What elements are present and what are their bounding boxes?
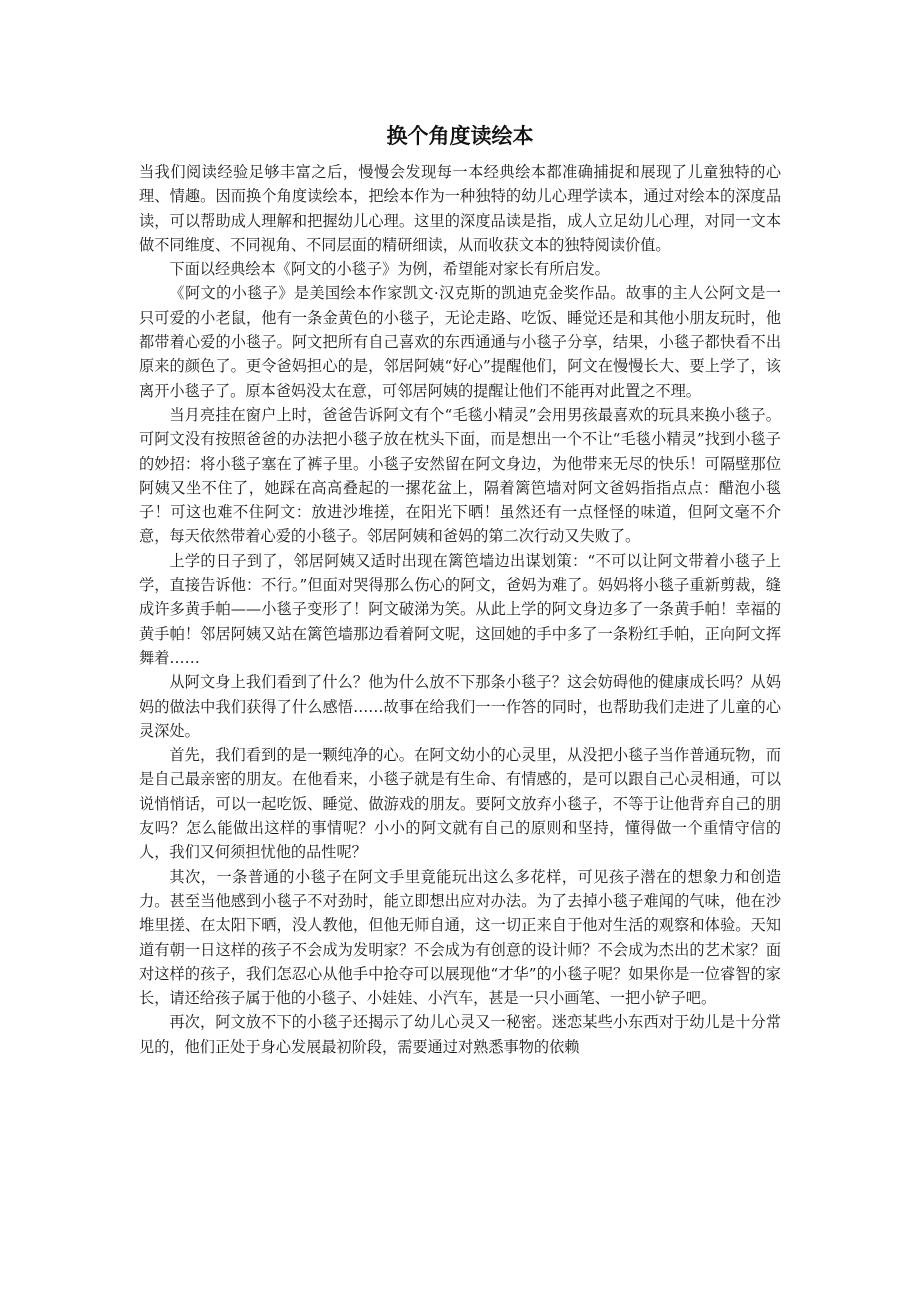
paragraph-second-point: 其次，一条普通的小毯子在阿文手里竟能玩出这么多花样，可见孩子潜在的想象力和创造力。甚至当他感到小毯子不对劲时，能立即想出应对办法。为了去掉小毯子难闻的气味，他在沙堆里搓、在太阳下晒，没人教他，但他无师自通，这一切正来自于他对生活的观察和体验。天知道有朝一日这样的孩子不会成为发明家？不会成为有创意的设计师？不会成为杰出的艺术家？面对这样的孩子，我们怎忍心从他手中抢夺可以展现他“才华”的小毯子呢？如果你是一位睿智的家长，请还给孩子属于他的小毯子、小娃娃、小汽车，甚是一只小画笔、一把小铲子吧。	[139, 867, 781, 1008]
paragraph-story-summary: 《阿文的小毯子》是美国绘本作家凯文·汉克斯的凯迪克金奖作品。故事的主人公阿文是一只可爱的小老鼠，他有一条金黄色的小毯子，无论走路、吃饭、睡觉还是和其他小朋友玩时，他都带着心爱的小毯子。阿文把所有自己喜欢的东西通通与小毯子分享，结果，小毯子都快看不出原来的颜色了。更令爸妈担心的是，邻居阿姨“好心”提醒他们，阿文在慢慢长大、要上学了，该离开小毯子了。原本爸妈没太在意，可邻居阿姨的提醒让他们不能再对此置之不理。	[139, 284, 781, 400]
paragraph-intro: 当我们阅读经验足够丰富之后，慢慢会发现每一本经典绘本都准确捕捉和展现了儿童独特的心理、情趣。因而换个角度读绘本，把绘本作为一种独特的幼儿心理学读本，通过对绘本的深度品读，可以帮助成人理解和把握幼儿心理。这里的深度品读是指，成人立足幼儿心理，对同一文本做不同维度、不同视角、不同层面的精研细读，从而收获文本的独特阅读价值。	[139, 163, 781, 254]
paragraph-story-moon: 当月亮挂在窗户上时，爸爸告诉阿文有个“毛毯小精灵”会用男孩最喜欢的玩具来换小毯子。可阿文没有按照爸爸的办法把小毯子放在枕头下面，而是想出一个不让“毛毯小精灵”找到小毯子的妙招：将小毯子塞在了裤子里。小毯子安然留在阿文身边，为他带来无尽的快乐！可隔壁那位阿姨又坐不住了，她踩在高高叠起的一摞花盆上，隔着篱笆墙对阿文爸妈指指点点：醋泡小毯子！可这也难不住阿文：放进沙堆搓，在阳光下晒！虽然还有一点怪怪的味道，但阿文毫不介意，每天依然带着心爱的小毯子。邻居阿姨和爸妈的第二次行动又失败了。	[139, 405, 781, 546]
paragraph-example-intro: 下面以经典绘本《阿文的小毯子》为例，希望能对家长有所启发。	[169, 260, 610, 279]
paragraph-questions: 从阿文身上我们看到了什么？他为什么放不下那条小毯子？这会妨碍他的健康成长吗？从妈妈的做法中我们获得了什么感悟……故事在给我们一一作答的同时，也帮助我们走进了儿童的心灵深处。	[139, 673, 781, 740]
document-title: 换个角度读绘本	[386, 124, 534, 148]
paragraph-story-school: 上学的日子到了，邻居阿姨又适时出现在篱笆墙边出谋划策：“不可以让阿文带着小毯子上学，直接告诉他：不行。”但面对哭得那么伤心的阿文，爸妈为难了。妈妈将小毯子重新剪裁，缝成许多黄手帕——小毯子变形了！阿文破涕为笑。从此上学的阿文身边多了一条黄手帕！幸福的黄手帕！邻居阿姨又站在篱笆墙那边看着阿文呢，这回她的手中多了一条粉红手帕，正向阿文挥舞着……	[139, 551, 781, 667]
paragraph-first-point: 首先，我们看到的是一颗纯净的心。在阿文幼小的心灵里，从没把小毯子当作普通玩物，而是自己最亲密的朋友。在他看来，小毯子就是有生命、有情感的，是可以跟自己心灵相通，可以说悄悄话，可以一起吃饭、睡觉、做游戏的朋友。要阿文放弃小毯子，不等于让他背弃自己的朋友吗？怎么能做出这样的事情呢？小小的阿文就有自己的原则和坚持，懂得做一个重情守信的人，我们又何须担忧他的品性呢？	[139, 746, 781, 862]
paragraph-third-point: 再次，阿文放不下的小毯子还揭示了幼儿心灵又一秘密。迷恋某些小东西对于幼儿是十分常见的，他们正处于身心发展最初阶段，需要通过对熟悉事物的依赖	[139, 1013, 781, 1056]
document-body	[139, 160, 781, 1059]
